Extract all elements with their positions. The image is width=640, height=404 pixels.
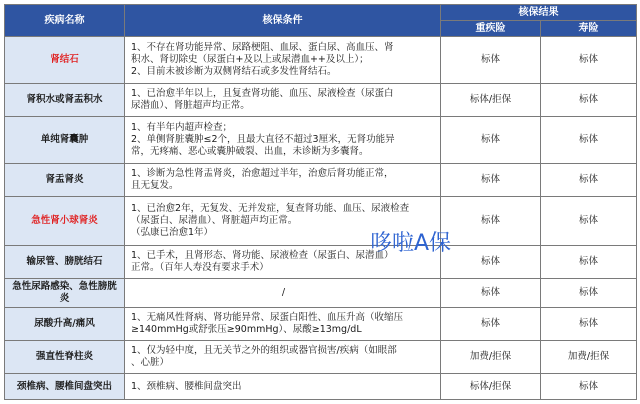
disease-name: 强直性脊柱炎 [5, 341, 125, 374]
result-life: 标体 [541, 116, 637, 163]
table-row [5, 374, 637, 400]
result-critical: 标体 [441, 163, 541, 196]
condition-cell [125, 341, 441, 374]
result-critical: 标体 [441, 37, 541, 84]
result-life: 标体 [541, 163, 637, 196]
table-row [5, 116, 637, 163]
table-row [5, 37, 637, 84]
condition-line: 且无复发。 [131, 179, 179, 191]
header-life-insurance: 寿险 [541, 21, 637, 37]
condition-cell [125, 308, 441, 341]
result-life: 标体 [541, 83, 637, 116]
condition-line: 2、单侧肾脏囊肿≤2个，且最大直径不超过3厘米，无肾功能异 [131, 133, 395, 145]
result-critical: 标体 [441, 278, 541, 308]
header-result: 核保结果 [441, 5, 637, 21]
condition-line: 1、已手术，且肾形态、肾功能、尿液检查（尿蛋白、尿潜血） [131, 249, 394, 261]
condition-line: 2、目前未被诊断为双侧肾结石或多发性肾结石。 [131, 65, 337, 77]
table-row [5, 245, 637, 278]
disease-name: 单纯肾囊肿 [5, 116, 125, 163]
condition-cell [125, 245, 441, 278]
condition-line: 常，无疼痛、恶心或囊肿破裂、出血，未诊断为多囊肾。 [131, 145, 369, 157]
condition-line: / [281, 287, 286, 298]
condition-line: 1、已治愈2年，无复发、无并发症，复查肾功能、血压、尿液检查 [131, 202, 410, 214]
condition-line: 1、仅为轻中度，且无关节之外的组织或器官损害/疾病（如眼部 [131, 345, 397, 357]
result-life: 标体 [541, 37, 637, 84]
condition-cell [125, 116, 441, 163]
header-disease: 疾病名称 [5, 5, 125, 37]
table-row [5, 341, 637, 374]
table-row [5, 163, 637, 196]
table-row [5, 196, 637, 245]
result-life: 标体 [541, 308, 637, 341]
result-life: 加费/拒保 [541, 341, 637, 374]
disease-name: 肾结石 [5, 37, 125, 84]
disease-name: 颈椎病、腰椎间盘突出 [5, 374, 125, 400]
underwriting-table [4, 4, 637, 400]
condition-cell [125, 196, 441, 245]
condition-cell [125, 163, 441, 196]
condition-cell [125, 374, 441, 400]
table-row [5, 308, 637, 341]
table-row [5, 278, 637, 308]
result-critical: 标体 [441, 196, 541, 245]
result-life: 标体 [541, 278, 637, 308]
condition-line: 1、已治愈半年以上，且复查肾功能、血压、尿液检查（尿蛋白 [131, 87, 394, 99]
condition-cell [125, 83, 441, 116]
table-row [5, 83, 637, 116]
header-condition: 核保条件 [125, 5, 441, 37]
condition-line: 1、诊断为急性肾盂肾炎，治愈超过半年，治愈后肾功能正常， [131, 167, 394, 179]
result-critical: 标体 [441, 116, 541, 163]
condition-line: 1、无痛风性肾病、肾功能异常、尿蛋白阳性、血压升高（收缩压 [131, 312, 404, 324]
disease-name: 肾盂肾炎 [5, 163, 125, 196]
header-critical-illness: 重疾险 [441, 21, 541, 37]
result-life: 标体 [541, 196, 637, 245]
disease-name: 输尿管、膀胱结石 [5, 245, 125, 278]
disease-name: 急性尿路感染、急性膀胱炎 [5, 278, 125, 308]
condition-line: 1、不存在肾功能异常、尿路梗阻、血尿、蛋白尿、高血压、肾 [131, 41, 394, 53]
condition-line: 积水、肾切除史（尿蛋白+及以上或尿潜血++及以上）； [131, 53, 369, 65]
disease-name: 急性肾小球肾炎 [5, 196, 125, 245]
watermark-text: 哆啦A保 [370, 231, 452, 256]
condition-cell [125, 278, 441, 308]
condition-line: ≥140mmHg或舒张压≥90mmHg）、尿酸≥13mg/dL [131, 324, 362, 336]
condition-line: （弘康已治愈1年） [131, 226, 214, 238]
condition-line: 1、颈椎病、腰椎间盘突出 [131, 380, 242, 392]
result-life: 标体 [541, 245, 637, 278]
condition-cell [125, 37, 441, 84]
result-life: 标体 [541, 374, 637, 400]
result-critical: 标体/拒保 [441, 374, 541, 400]
result-critical: 加费/拒保 [441, 341, 541, 374]
condition-line: （尿蛋白、尿潜血）、肾脏超声均正常。 [131, 214, 298, 226]
result-critical: 标体/拒保 [441, 83, 541, 116]
condition-line: 正常。（百年人寿没有要求手术） [131, 261, 269, 273]
condition-line: 1、有半年内超声检查； [131, 121, 233, 133]
result-critical: 标体 [441, 245, 541, 278]
condition-line: 、心脏） [131, 357, 170, 369]
condition-line: 尿潜血）、肾脏超声均正常。 [131, 99, 250, 111]
disease-name: 尿酸升高/痛风 [5, 308, 125, 341]
disease-name: 肾积水或肾盂积水 [5, 83, 125, 116]
result-critical: 标体 [441, 308, 541, 341]
